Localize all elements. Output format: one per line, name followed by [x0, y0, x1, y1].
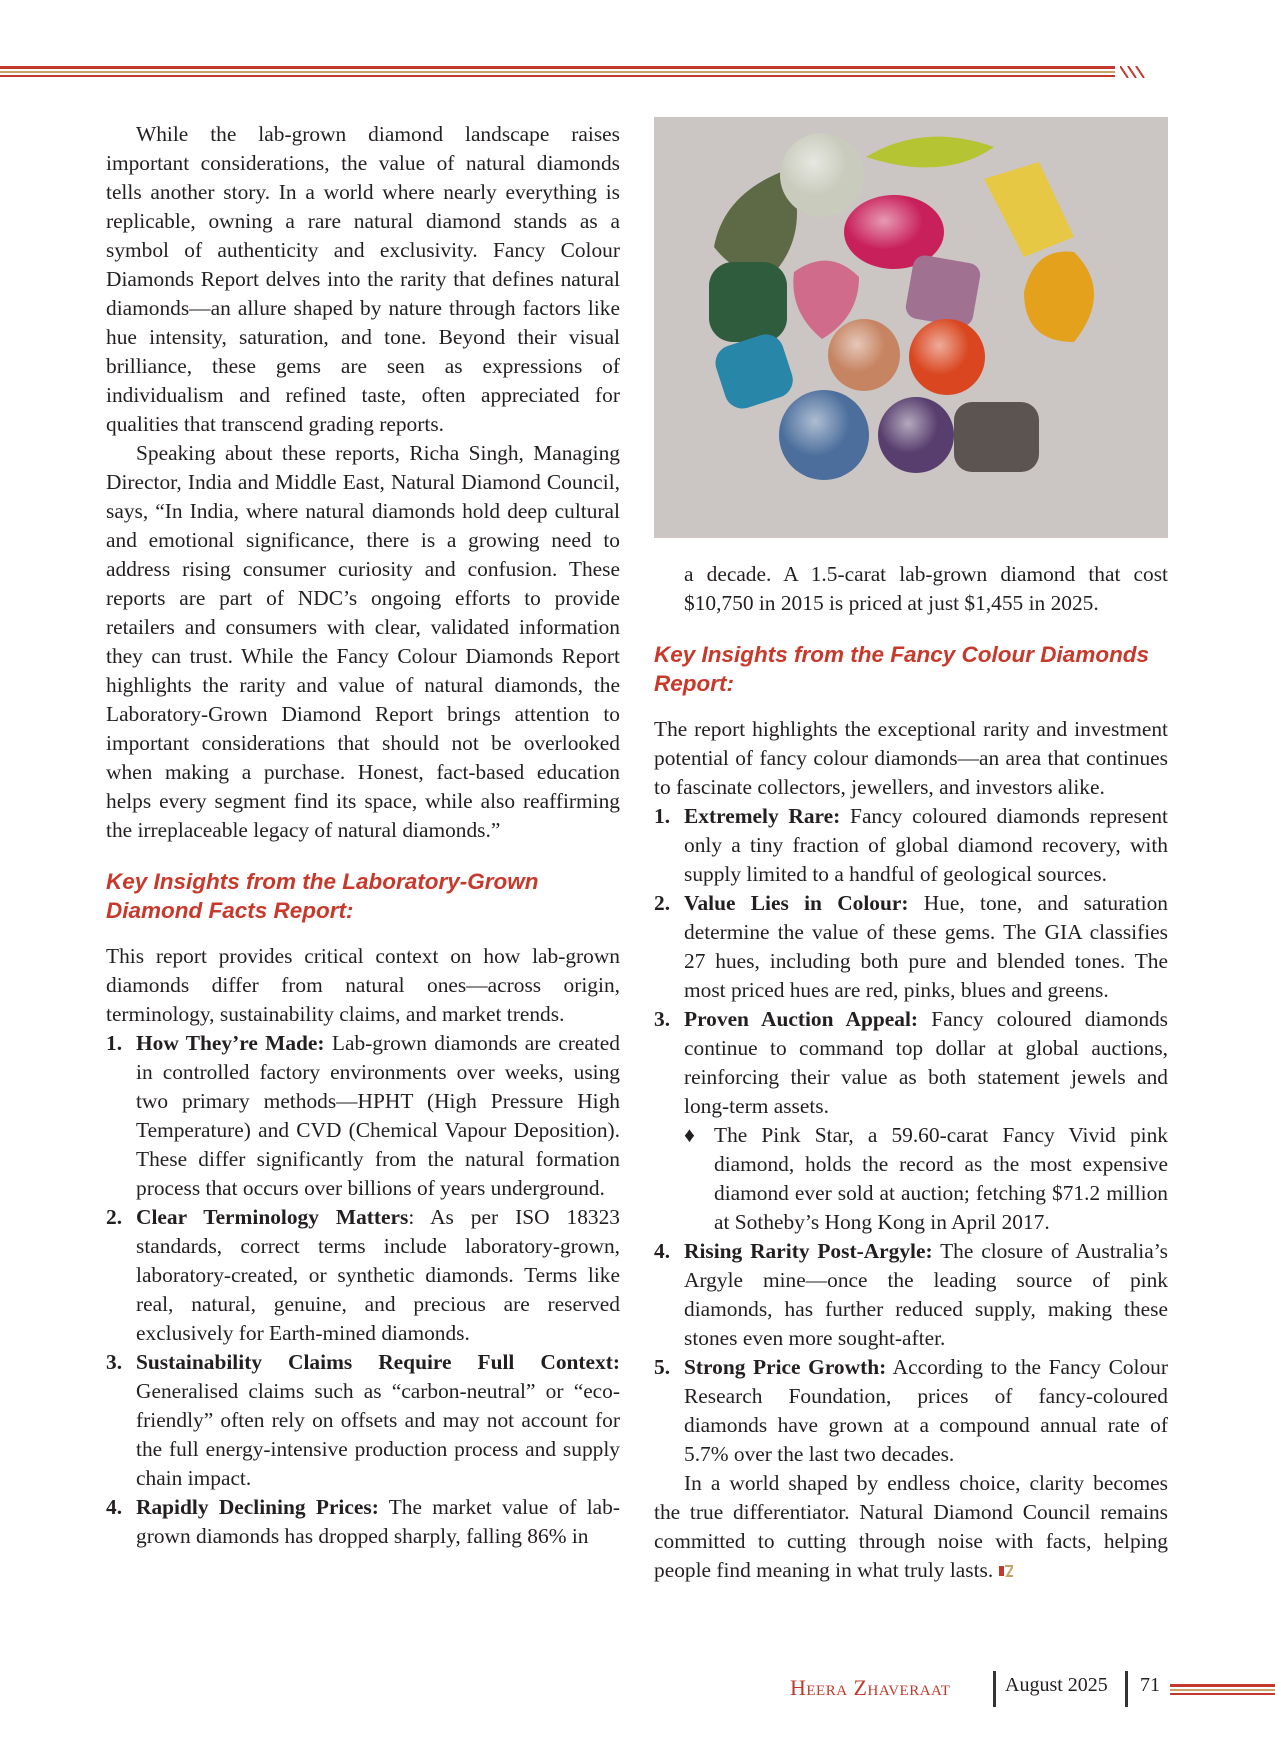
list-item-text: The market value of lab-grown diamonds has dropped sharply, falling 86% in [136, 1495, 620, 1548]
list-item: 4. Rising Rarity Post-Argyle: The closure of Australia’s Argyle mine—once the leading source of pink diamonds, has further reduced supply, making these stones even more sought-after. [654, 1239, 1169, 1350]
right-column [654, 560, 1168, 1585]
list-item: 2. Value Lies in Colour: Hue, tone, and saturation determine the value of these gems. The GIA classifies 27 hues, including both pure and blended tones. The most priced hues are red, pinks, blues and greens. [654, 891, 1168, 1002]
list-item-title: Sustainability Claims Require Full Context: [136, 1350, 620, 1374]
rule-end-ticks [1120, 66, 1160, 78]
list-item: 2. Clear Terminology Matters: As per ISO 18323 standards, correct terms include laboratory-grown, laboratory-created, or synthetic diamonds. Terms like real, natural, genuine, and precious are reserved exclusively for Earth-mined diamonds. [106, 1205, 620, 1345]
quote-paragraph: Speaking about these reports, Richa Singh, Managing Director, India and Middle East, Natural Diamond Council, says, “In India, where natural diamonds hold deep cultural and emotional significance, there is a growing need to address rising consumer curiosity and confusion. These reports are part of NDC’s ongoing efforts to provide retailers and consumers with clear, validated information they can trust. While the Fancy Colour Diamonds Report highlights the rarity and value of natural diamonds, the Laboratory-Grown Diamond Report brings attention to important considerations that should not be overlooked when making a purchase. Honest, fact-based education helps every segment find its space, while also reaffirming the irreplaceable legacy of natural diamonds.” [106, 441, 620, 842]
footer-divider [993, 1671, 996, 1707]
list-item: 1. Extremely Rare: Fancy coloured diamonds represent only a tiny fraction of global diamond recovery, with supply limited to a handful of geological sources. [654, 804, 1169, 886]
lab-grown-heading: Key Insights from the Laboratory-Grown Diamond Facts Report: [106, 869, 539, 923]
cushion-dark-diamond [954, 402, 1039, 472]
list-item-title: Extremely Rare: [684, 804, 841, 828]
marquise-yellow-diamond [866, 137, 994, 168]
lab-grown-list [106, 1029, 620, 1551]
fancy-colour-list [654, 802, 1168, 1121]
list-item-title: Rapidly Declining Prices: [136, 1495, 379, 1519]
list-item-title: Strong Price Growth: [684, 1355, 887, 1379]
footer-divider [1125, 1671, 1128, 1707]
list-item-text: According to the Fancy Colour Research Foundation, prices of fancy-coloured diamonds have grown at a compound annual rate of 5.7% over the last two decades. [684, 1355, 1168, 1466]
diamond-bullet-icon: ♦ [684, 1123, 695, 1147]
fancy-colour-intro: The report highlights the exceptional rarity and investment potential of fancy colour diamonds—an area that continues to fascinate collectors, jewellers, and investors alike. [654, 717, 1168, 799]
list-item-title: How They’re Made: [136, 1031, 325, 1055]
list-item-text: Fancy coloured diamonds represent only a tiny fraction of global diamond recovery, with supply limited to a handful of geological sources. [684, 804, 1169, 886]
issue-date: August 2025 [1005, 1674, 1108, 1696]
list-item-title: Clear Terminology Matters [136, 1205, 409, 1229]
continued-paragraph: a decade. A 1.5-carat lab-grown diamond that cost $10,750 in 2015 is priced at just $1,455 in 2025. [684, 562, 1168, 615]
closing-paragraph: In a world shaped by endless choice, clarity becomes the true differentiator. Natural Diamond Council remains committed to cutting through noise with facts, helping people find meaning in what truly lasts. [654, 1471, 1168, 1582]
page-number: 71 [1140, 1674, 1160, 1696]
list-item-title: Value Lies in Colour: [684, 891, 909, 915]
list-item-text: Generalised claims such as “carbon-neutral” or “eco-friendly” often rely on offsets and may not account for the full energy-intensive production process and supply chain impact. [136, 1379, 620, 1490]
left-column [106, 120, 620, 1551]
intro-paragraph: While the lab-grown diamond landscape raises important considerations, the value of natural diamonds tells another story. In a world where nearly everything is replicable, owning a rare natural diamond stands as a symbol of authenticity and exclusivity. Fancy Colour Diamonds Report delves into the rarity that defines natural diamonds—an allure shaped by nature through factors like hue intensity, saturation, and tone. Beyond their visual brilliance, these gems are seen as expressions of individualism and refined taste, often appreciated for qualities that transcend grading reports. [106, 122, 620, 436]
list-item-title: Proven Auction Appeal: [684, 1007, 919, 1031]
list-item-text: Lab-grown diamonds are created in controlled factory environments over weeks, using two primary methods—HPHT (High Pressure High Temperature) and CVD (Chemical Vapour Deposition). These differ significantly from the natural formation process that occurs over billions of years underground. [136, 1031, 620, 1200]
list-item: 1. How They’re Made: Lab-grown diamonds are created in controlled factory environments over weeks, using two primary methods—HPHT (High Pressure High Temperature) and CVD (Chemical Vapour Deposition). These differ significantly from the natural formation process that occurs over billions of years underground. [106, 1031, 620, 1200]
list-item: 3. Proven Auction Appeal: Fancy coloured diamonds continue to command top dollar at global auctions, reinforcing their value as both statement jewels and long-term assets. [654, 1007, 1168, 1118]
list-item-text: Fancy coloured diamonds continue to command top dollar at global auctions, reinforcing their value as both statement jewels and long-term assets. [684, 1007, 1168, 1118]
cushion-blue-diamond [711, 330, 798, 413]
colored-diamonds-photo [654, 117, 1168, 538]
footer-decorative-rule [1170, 1684, 1275, 1696]
list-item: 4. Rapidly Declining Prices: The market value of lab-grown diamonds has dropped sharply, falling 86% in [106, 1495, 620, 1548]
list-item-text: Hue, tone, and saturation determine the value of these gems. The GIA classifies 27 hues, including both pure and blended tones. The most priced hues are red, pinks, blues and greens. [684, 891, 1168, 1002]
list-item-title: Rising Rarity Post-Argyle: [684, 1239, 933, 1263]
magazine-brand: Heera Zhaveraat [790, 1675, 951, 1700]
list-item: 3. Sustainability Claims Require Full Context: Generalised claims such as “carbon-neutral” or “eco-friendly” often rely on offsets and may not account for the full energy-intensive production process and supply chain impact. [106, 1350, 620, 1490]
fancy-colour-list-continued [654, 1237, 1168, 1469]
list-item-text: The closure of Australia’s Argyle mine—once the leading source of pink diamonds, has further reduced supply, making these stones even more sought-after. [684, 1239, 1169, 1350]
list-item: 5. Strong Price Growth: According to the Fancy Colour Research Foundation, prices of fancy-coloured diamonds have grown at a compound annual rate of 5.7% over the last two decades. [654, 1355, 1168, 1466]
pear-orange-diamond [1024, 252, 1094, 343]
diamonds-illustration [654, 117, 1168, 538]
list-item-text: : As per ISO 18323 standards, correct terms include laboratory-grown, laboratory-created, or synthetic diamonds. Terms like real, natural, genuine, and precious are reserved exclusively for Earth-mined diamonds. [136, 1205, 620, 1345]
fancy-colour-heading: Key Insights from the Fancy Colour Diamonds Report: [654, 642, 1150, 696]
emerald-yellow-diamond [984, 162, 1074, 257]
top-decorative-rule [0, 66, 1140, 78]
cushion-green-diamond [709, 262, 787, 342]
end-mark-icon [999, 1565, 1013, 1577]
pink-star-bullet: ♦ The Pink Star, a 59.60-carat Fancy Vivid pink diamond, holds the record as the most expensive diamond ever sold at auction; fetching $71.2 million at Sotheby’s Hong Kong in April 2017. [684, 1123, 1168, 1234]
lab-grown-intro: This report provides critical context on how lab-grown diamonds differ from natural ones—across origin, terminology, sustainability claims, and market trends. [106, 944, 620, 1026]
page-footer [0, 1665, 1275, 1715]
